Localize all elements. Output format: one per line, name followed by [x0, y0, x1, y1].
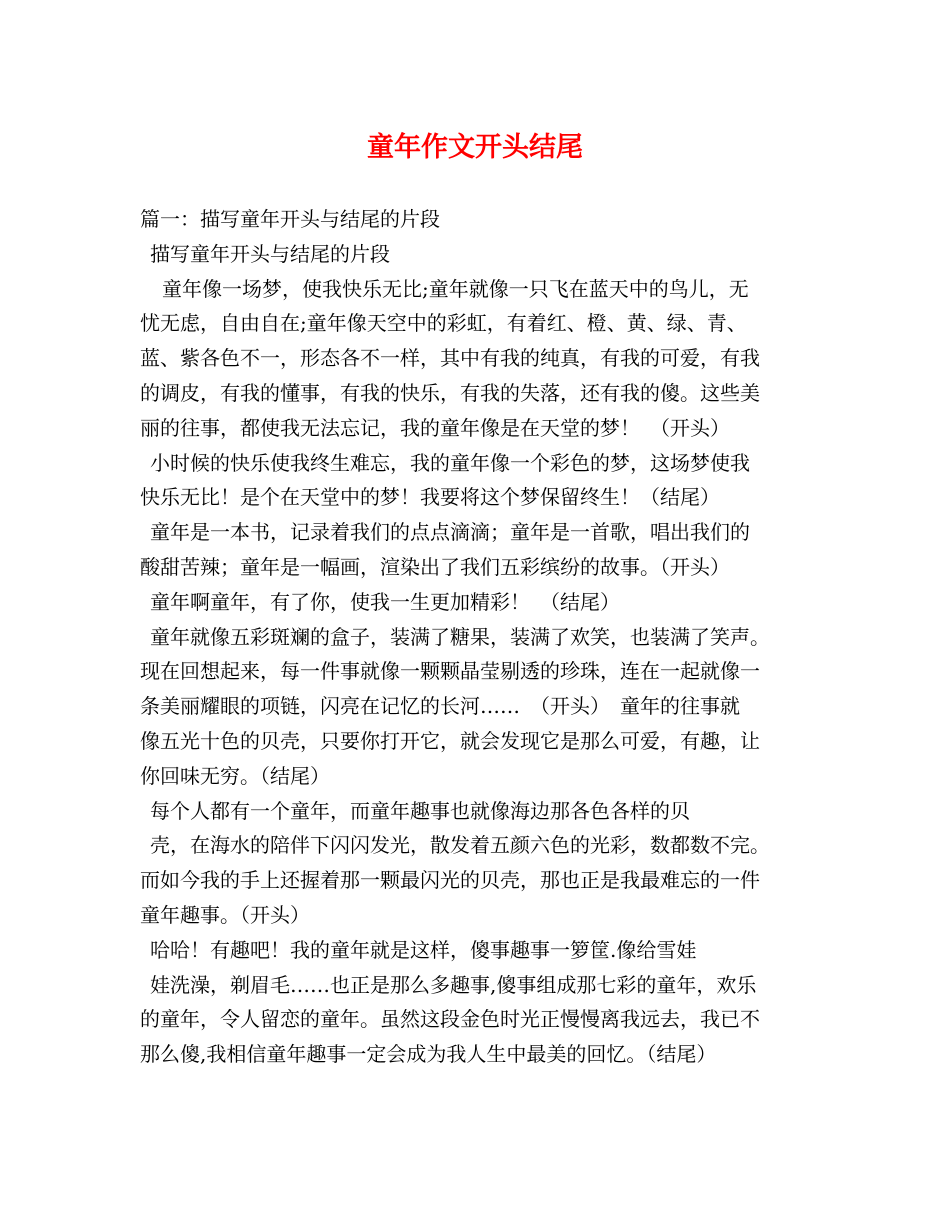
text-line: 壳，在海水的陪伴下闪闪发光，散发着五颜六色的光彩，数都数不完。: [150, 833, 770, 858]
text-line: 你回味无穷。（结尾）: [140, 763, 330, 788]
text-line: 快乐无比！是个在天堂中的梦！我要将这个梦保留终生！（结尾）: [140, 485, 720, 510]
text-line: 蓝、紫各色不一，形态各不一样，其中有我的纯真，有我的可爱，有我: [140, 346, 760, 371]
text-line: 童年是一本书，记录着我们的点点滴滴；童年是一首歌，唱出我们的: [150, 520, 750, 545]
text-line: 的童年，令人留恋的童年。虽然这段金色时光正慢慢离我远去，我已不: [140, 1007, 760, 1032]
text-line: 童年像一场梦，使我快乐无比;童年就像一只飞在蓝天中的鸟儿，无: [162, 276, 749, 301]
text-line: 条美丽耀眼的项链，闪亮在记忆的长河…… （开头） 童年的往事就: [140, 694, 740, 719]
text-line: 描写童年开头与结尾的片段: [150, 241, 390, 266]
text-line: 像五光十色的贝壳，只要你打开它，就会发现它是那么可爱，有趣，让: [140, 728, 760, 753]
text-line: 哈哈！有趣吧！我的童年就是这样，傻事趣事一箩筐.像给雪娃: [150, 937, 697, 962]
text-line: 娃洗澡，剃眉毛……也正是那么多趣事,傻事组成那七彩的童年，欢乐: [150, 972, 757, 997]
page-title: 童年作文开头结尾: [367, 132, 583, 163]
text-line: 的调皮，有我的懂事，有我的快乐，有我的失落，还有我的傻。这些美: [140, 380, 760, 405]
text-line: 篇一：描写童年开头与结尾的片段: [140, 207, 440, 231]
text-line: 童年啊童年，有了你，使我一生更加精彩！ （结尾）: [150, 589, 620, 614]
document-body: [140, 202, 820, 1072]
text-line: 小时候的快乐使我终生难忘，我的童年像一个彩色的梦，这场梦使我: [150, 450, 750, 475]
text-line: 丽的往事，都使我无法忘记，我的童年像是在天堂的梦！ （开头）: [140, 415, 730, 440]
text-line: 忧无虑，自由自在;童年像天空中的彩虹，有着红、橙、黄、绿、青、: [140, 311, 747, 336]
text-line: 而如今我的手上还握着那一颗最闪光的贝壳，那也正是我最难忘的一件: [140, 868, 760, 893]
text-line: 那么傻,我相信童年趣事一定会成为我人生中最美的回忆。（结尾）: [140, 1042, 717, 1067]
text-line: 每个人都有一个童年，而童年趣事也就像海边那各色各样的贝: [150, 798, 690, 823]
text-line: 童年就像五彩斑斓的盒子，装满了糖果，装满了欢笑，也装满了笑声。: [150, 624, 770, 649]
text-line: 酸甜苦辣；童年是一幅画，渲染出了我们五彩缤纷的故事。（开头）: [140, 554, 730, 579]
text-line: 童年趣事。（开头）: [140, 902, 310, 927]
text-line: 现在回想起来，每一件事就像一颗颗晶莹剔透的珍珠，连在一起就像一: [140, 659, 760, 684]
